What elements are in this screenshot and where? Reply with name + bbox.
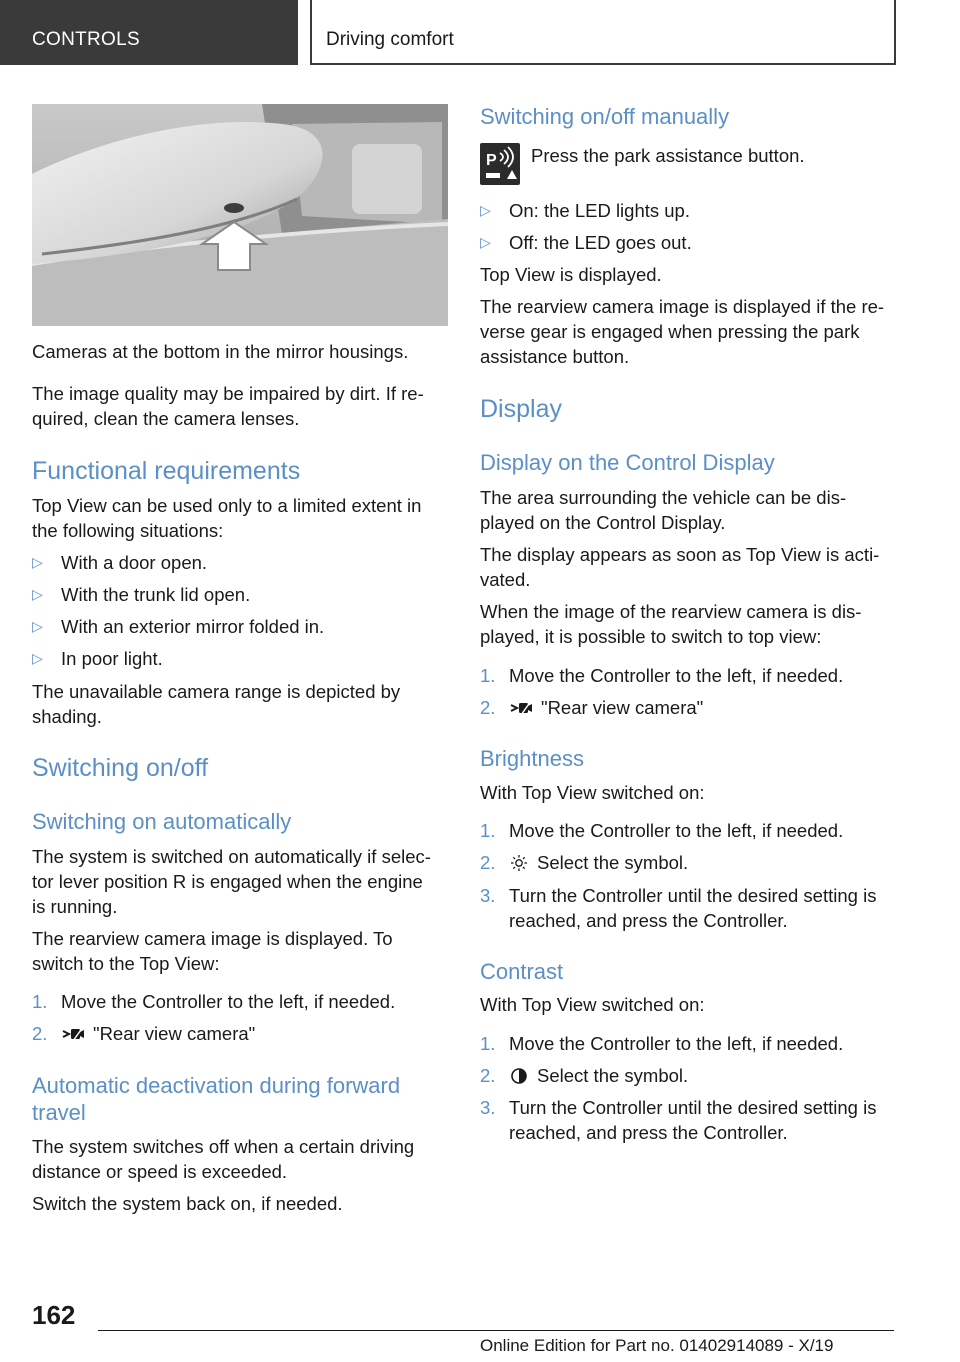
when-text-line: played, it is possible to switch to top view: [480,626,822,647]
heading-display: Display [480,395,562,423]
brightness-intro: With Top View switched on: [480,782,705,803]
rev-text-line: assistance button. [480,346,630,367]
header-section-label: CONTROLS [32,29,140,50]
park-assistance-button-icon [480,143,520,185]
heading-switching-on-off: Switching on/off [32,754,209,782]
step-item [480,850,898,875]
auto-text-line: The system is switched on automatically if selec‐ [32,846,431,867]
step-number: 1. [32,991,48,1012]
heading-contrast: Contrast [480,959,564,984]
step-number: 3. [480,1097,496,1118]
rev-text-line: verse gear is engaged when pressing the park [480,321,860,342]
triangle-bullet-icon: ▷ [32,618,43,634]
press-button-text: Press the park assistance button. [531,145,805,166]
triangle-bullet-icon: ▷ [32,554,43,570]
quality-text-line: The image quality may be impaired by dirt. If re‐ [32,383,424,404]
deact-text-line: The system switches off when a certain driving [32,1136,415,1157]
list-item-text: Off: the LED goes out. [509,232,692,253]
auto-text-line: is running. [32,896,118,917]
appear-text-line: vated. [480,569,531,590]
step-text: Turn the Controller until the desired setting is [509,1097,877,1118]
func-text-line: the following situations: [32,520,224,541]
heading-switching-on-off-manually: Switching on/off manually [480,104,730,129]
step-item [480,1031,898,1056]
list-item-text: On: the LED lights up. [509,200,690,221]
topview-text: Top View is displayed. [480,264,662,285]
footer-edition-text: Online Edition for Part no. 01402914089 - X/19 [480,1336,834,1355]
step-text: Move the Controller to the left, if needed. [61,991,396,1012]
header-section-tab [0,0,298,65]
mirror-camera-illustration [32,104,448,326]
step-text: reached, and press the Controller. [509,1122,788,1143]
appear-text-line: The display appears as soon as Top View is acti‐ [480,544,880,565]
footer-divider [98,1330,894,1331]
step-item [480,1095,898,1145]
list-item-text: With the trunk lid open. [61,584,251,605]
auto-text-line: tor lever position R is engaged when the engine [32,871,423,892]
heading-functional-requirements: Functional requirements [32,457,301,485]
svg-text:P: P [486,152,497,169]
step-item [480,883,898,933]
step-text: "Rear view camera" [93,1023,256,1044]
step-item [32,1021,448,1046]
step-text: Move the Controller to the left, if needed. [509,1033,844,1054]
list-item-text: With a door open. [61,552,208,573]
area-text-line: The area surrounding the vehicle can be dis‐ [480,487,847,508]
step-text: reached, and press the Controller. [509,910,788,931]
step-text: Select the symbol. [537,1065,689,1086]
list-item [480,230,898,255]
rear-view-camera-icon [61,1025,85,1043]
list-item [480,198,898,223]
step-item [480,1063,898,1088]
step-number: 1. [480,820,496,841]
brightness-sun-icon [509,854,529,872]
step-text: Select the symbol. [537,852,689,873]
list-item [32,550,448,575]
step-number: 2. [480,697,496,718]
step-item [480,663,898,688]
triangle-bullet-icon: ▷ [32,650,43,666]
triangle-bullet-icon: ▷ [480,234,491,250]
deact-text-line: distance or speed is exceeded. [32,1161,288,1182]
step-text: Move the Controller to the left, if needed. [509,820,844,841]
mirror-camera-photo [32,104,448,326]
step-item [32,989,448,1014]
step-number: 2. [480,1065,496,1086]
list-item [32,614,448,639]
heading-automatic-deactivation: Automatic deactivation during forward [32,1073,401,1098]
when-text-line: When the image of the rearview camera is dis‐ [480,601,862,622]
rev-text-line: The rearview camera image is displayed if the re‐ [480,296,885,317]
step-item [480,818,898,843]
rear-view-camera-icon [509,699,533,717]
header-chapter-tab [310,0,896,65]
rear-text-line: switch to the Top View: [32,953,220,974]
step-text: Turn the Controller until the desired setting is [509,885,877,906]
step-text: Move the Controller to the left, if needed. [509,665,844,686]
rear-text-line: The rearview camera image is displayed. To [32,928,393,949]
step-item [480,695,898,720]
contrast-icon [509,1067,529,1085]
triangle-bullet-icon: ▷ [32,586,43,602]
heading-switching-on-automatically: Switching on automatically [32,809,292,834]
func-text-line: Top View can be used only to a limited extent in [32,495,422,516]
deact-text-line: Switch the system back on, if needed. [32,1193,343,1214]
unavailable-text-line: shading. [32,706,102,727]
list-item-text: With an exterior mirror folded in. [61,616,325,637]
heading-brightness: Brightness [480,746,584,771]
photo-caption: Cameras at the bottom in the mirror housings. [32,341,409,362]
triangle-bullet-icon: ▷ [480,202,491,218]
header-chapter-label: Driving comfort [326,29,454,50]
heading-automatic-deactivation-line2: travel [32,1100,86,1125]
heading-display-on-control-display: Display on the Control Display [480,450,775,475]
step-number: 3. [480,885,496,906]
list-item [32,582,448,607]
contrast-intro: With Top View switched on: [480,994,705,1015]
list-item-text: In poor light. [61,648,163,669]
step-number: 1. [480,665,496,686]
unavailable-text-line: The unavailable camera range is depicted by [32,681,401,702]
list-item [32,646,448,671]
step-number: 2. [480,852,496,873]
quality-text-line: quired, clean the camera lenses. [32,408,300,429]
area-text-line: played on the Control Display. [480,512,726,533]
step-number: 2. [32,1023,48,1044]
step-text: "Rear view camera" [541,697,704,718]
step-number: 1. [480,1033,496,1054]
page-number: 162 [32,1300,76,1330]
